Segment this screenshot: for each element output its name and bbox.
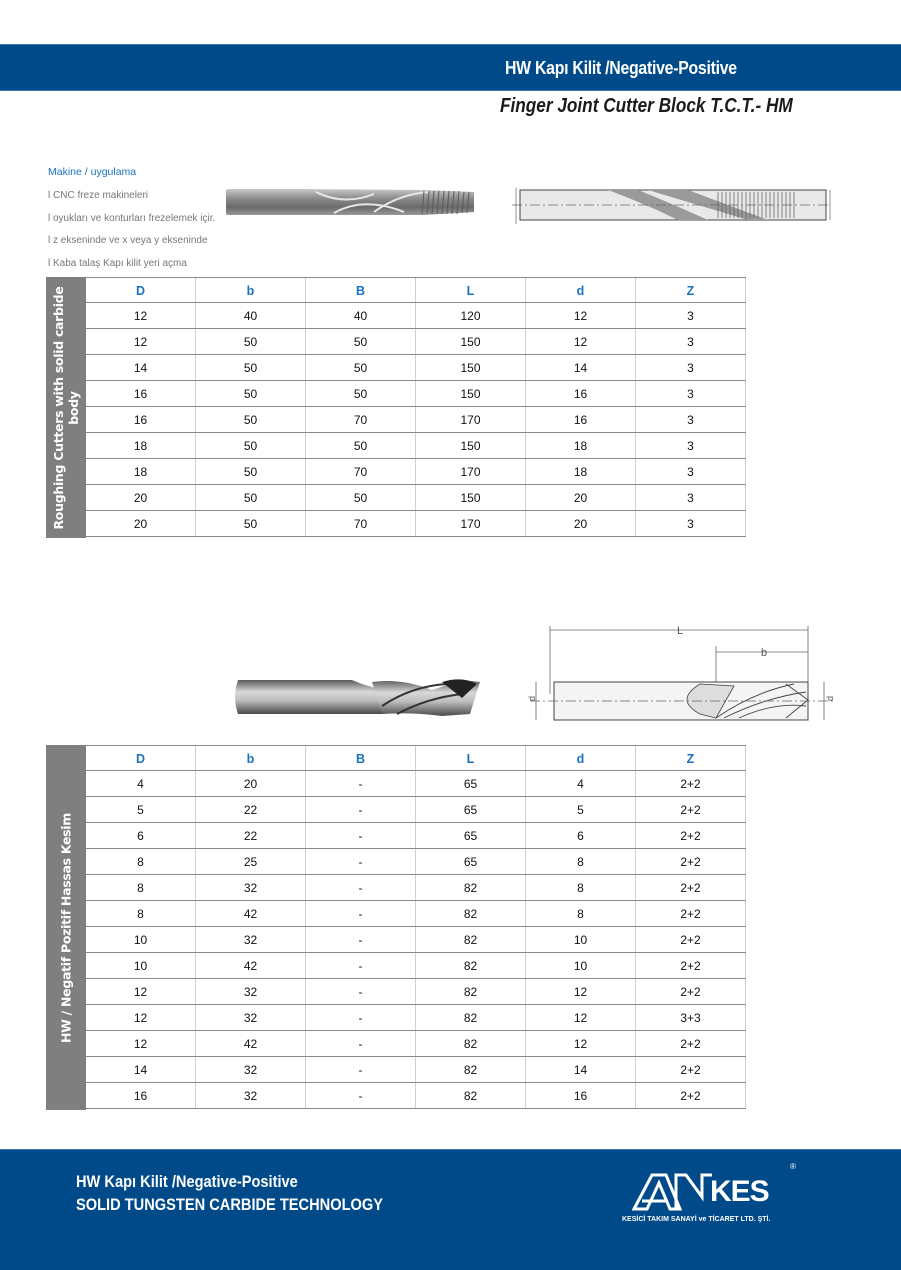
- table-cell: 32: [196, 1005, 306, 1030]
- table-row: [86, 433, 746, 459]
- table-cell: 2+2: [636, 1031, 746, 1056]
- table-cell: 65: [416, 849, 526, 874]
- table-cell: 82: [416, 1057, 526, 1082]
- table-cell: 10: [86, 927, 196, 952]
- table-row: [86, 1005, 746, 1031]
- table-row: [86, 303, 746, 329]
- column-header: B: [306, 278, 416, 302]
- side-label-line: body: [66, 390, 81, 425]
- table-cell: 3: [636, 355, 746, 380]
- table-cell: 8: [526, 901, 636, 926]
- table-row: [86, 511, 746, 537]
- table-cell: 170: [416, 459, 526, 484]
- table-row: [86, 901, 746, 927]
- table-cell: 16: [86, 381, 196, 406]
- table-cell: 82: [416, 953, 526, 978]
- table-row: [86, 953, 746, 979]
- table-cell: 150: [416, 355, 526, 380]
- column-header: Z: [636, 746, 746, 770]
- table-side-label: [46, 277, 86, 538]
- table-cell: 50: [196, 407, 306, 432]
- table-cell: 2+2: [636, 1083, 746, 1108]
- table-row: [86, 823, 746, 849]
- table-cell: 14: [526, 1057, 636, 1082]
- table-cell: -: [306, 927, 416, 952]
- table-cell: 14: [86, 1057, 196, 1082]
- table-cell: 150: [416, 485, 526, 510]
- application-list: [48, 166, 238, 280]
- table-cell: 20: [86, 485, 196, 510]
- table-cell: 18: [86, 433, 196, 458]
- table-row: [86, 927, 746, 953]
- table-cell: 82: [416, 1083, 526, 1108]
- registered-mark: ®: [790, 1162, 796, 1171]
- table-row: [86, 1057, 746, 1083]
- table-cell: 2+2: [636, 979, 746, 1004]
- table-cell: -: [306, 979, 416, 1004]
- table-cell: 12: [526, 1031, 636, 1056]
- table-cell: 8: [526, 849, 636, 874]
- column-header: L: [416, 746, 526, 770]
- table-cell: 16: [86, 407, 196, 432]
- table-row: [86, 485, 746, 511]
- page-title: HW Kapı Kilit /Negative-Positive: [505, 58, 737, 78]
- table-cell: 12: [526, 303, 636, 328]
- table-cell: -: [306, 875, 416, 900]
- table-row: [86, 459, 746, 485]
- table-cell: 12: [86, 1031, 196, 1056]
- table-row: [86, 1083, 746, 1109]
- table-row: [86, 797, 746, 823]
- dimension-label-b: b: [760, 647, 768, 659]
- table-cell: 42: [196, 1031, 306, 1056]
- table-cell: 32: [196, 979, 306, 1004]
- table-cell: -: [306, 849, 416, 874]
- table-cell: 50: [306, 355, 416, 380]
- table-cell: 18: [526, 433, 636, 458]
- table-cell: -: [306, 1031, 416, 1056]
- table-cell: 12: [526, 979, 636, 1004]
- table-cell: 8: [86, 875, 196, 900]
- table-row: [86, 849, 746, 875]
- table-cell: 150: [416, 329, 526, 354]
- table-cell: 82: [416, 1005, 526, 1030]
- table-cell: 40: [306, 303, 416, 328]
- table-cell: 3: [636, 329, 746, 354]
- table-header-row: [86, 277, 746, 303]
- table-cell: 5: [86, 797, 196, 822]
- table-cell: 82: [416, 901, 526, 926]
- table-cell: -: [306, 1005, 416, 1030]
- table-cell: 2+2: [636, 875, 746, 900]
- table-cell: 20: [196, 771, 306, 796]
- application-item: l CNC freze makineleri: [48, 190, 149, 201]
- roughing-cutter-drawing: [508, 180, 834, 230]
- table-cell: 12: [526, 329, 636, 354]
- table-cell: 20: [86, 511, 196, 536]
- column-header: d: [526, 746, 636, 770]
- table-row: [86, 381, 746, 407]
- table-cell: 2+2: [636, 927, 746, 952]
- table-row: [86, 1031, 746, 1057]
- table-row: [86, 329, 746, 355]
- table-cell: -: [306, 953, 416, 978]
- table-cell: 50: [306, 485, 416, 510]
- column-header: L: [416, 278, 526, 302]
- table-cell: 50: [196, 355, 306, 380]
- table-cell: 22: [196, 823, 306, 848]
- table-grid: [86, 745, 746, 1109]
- column-header: D: [86, 746, 196, 770]
- table-cell: 82: [416, 1031, 526, 1056]
- table-cell: 10: [526, 953, 636, 978]
- table-cell: 18: [86, 459, 196, 484]
- table-cell: 82: [416, 979, 526, 1004]
- application-heading: Makine / uygulama: [48, 166, 137, 178]
- table-cell: 4: [86, 771, 196, 796]
- table-cell: 150: [416, 433, 526, 458]
- table-cell: 70: [306, 511, 416, 536]
- application-item: l oyukları ve konturları frezelemek içir.: [48, 212, 216, 224]
- table-cell: 70: [306, 459, 416, 484]
- table-cell: 65: [416, 823, 526, 848]
- column-header: B: [306, 746, 416, 770]
- table-cell: -: [306, 771, 416, 796]
- dimension-label-L: L: [676, 625, 684, 637]
- table-cell: 50: [196, 329, 306, 354]
- application-item: l z ekseninde ve x veya y ekseninde: [48, 235, 208, 246]
- table-cell: 20: [526, 511, 636, 536]
- footer-subtitle: SOLID TUNGSTEN CARBIDE TECHNOLOGY: [76, 1195, 384, 1214]
- logo-an-mark: [632, 1171, 712, 1211]
- column-header: b: [196, 278, 306, 302]
- table-cell: 2+2: [636, 1057, 746, 1082]
- table-side-label: [46, 745, 86, 1110]
- table-cell: 16: [526, 381, 636, 406]
- table-row: [86, 875, 746, 901]
- dimension-label-d-right: d: [825, 695, 835, 701]
- table-cell: 65: [416, 771, 526, 796]
- table-cell: 6: [86, 823, 196, 848]
- table-cell: 12: [86, 1005, 196, 1030]
- table-cell: 32: [196, 1083, 306, 1108]
- table-cell: 3+3: [636, 1005, 746, 1030]
- table-cell: 4: [526, 771, 636, 796]
- compression-cutter-drawing: [524, 622, 838, 730]
- table-cell: 70: [306, 407, 416, 432]
- table-cell: 12: [86, 303, 196, 328]
- table-cell: 10: [526, 927, 636, 952]
- table-header-row: [86, 745, 746, 771]
- table-cell: 2+2: [636, 823, 746, 848]
- table-cell: 3: [636, 303, 746, 328]
- table-cell: 10: [86, 953, 196, 978]
- application-item: l Kaba talaş Kapı kilit yeri açma: [48, 257, 187, 269]
- table-cell: 2+2: [636, 953, 746, 978]
- table-cell: 65: [416, 797, 526, 822]
- table-cell: 42: [196, 953, 306, 978]
- table-cell: -: [306, 797, 416, 822]
- table-cell: 170: [416, 511, 526, 536]
- table-cell: 120: [416, 303, 526, 328]
- table-row: [86, 771, 746, 797]
- table-cell: 12: [86, 329, 196, 354]
- column-header: D: [86, 278, 196, 302]
- ankes-logo: [622, 1162, 802, 1225]
- table-cell: 3: [636, 459, 746, 484]
- table-cell: 50: [196, 485, 306, 510]
- roughing-cutter-photo: [224, 186, 476, 218]
- compression-cutter-photo: [232, 676, 482, 718]
- table-cell: 3: [636, 407, 746, 432]
- dimension-label-d-left: d: [527, 695, 537, 701]
- table-cell: 12: [526, 1005, 636, 1030]
- table-cell: 12: [86, 979, 196, 1004]
- table-cell: 3: [636, 511, 746, 536]
- table-cell: 6: [526, 823, 636, 848]
- table-row: [86, 355, 746, 381]
- table-cell: -: [306, 1057, 416, 1082]
- table-cell: 2+2: [636, 771, 746, 796]
- column-header: Z: [636, 278, 746, 302]
- table-cell: 32: [196, 875, 306, 900]
- table-cell: 32: [196, 1057, 306, 1082]
- table-cell: 8: [86, 849, 196, 874]
- table-cell: 32: [196, 927, 306, 952]
- table-cell: 82: [416, 875, 526, 900]
- table-cell: 42: [196, 901, 306, 926]
- table-cell: 50: [196, 511, 306, 536]
- column-header: b: [196, 746, 306, 770]
- table-cell: 25: [196, 849, 306, 874]
- table-cell: 150: [416, 381, 526, 406]
- header-band: [0, 44, 901, 91]
- table-cell: 3: [636, 433, 746, 458]
- logo-kes-text: KES: [710, 1175, 769, 1208]
- table-cell: 22: [196, 797, 306, 822]
- table-cell: 14: [526, 355, 636, 380]
- table-row: [86, 979, 746, 1005]
- table-cell: 2+2: [636, 901, 746, 926]
- table-cell: 16: [526, 1083, 636, 1108]
- table-cell: 3: [636, 485, 746, 510]
- footer-title: HW Kapı Kilit /Negative-Positive: [76, 1172, 298, 1191]
- table-cell: 3: [636, 381, 746, 406]
- table-cell: 18: [526, 459, 636, 484]
- table-cell: 170: [416, 407, 526, 432]
- table-cell: -: [306, 823, 416, 848]
- table-cell: 14: [86, 355, 196, 380]
- table-grid: [86, 277, 746, 537]
- table-cell: 50: [306, 329, 416, 354]
- table-cell: 50: [196, 459, 306, 484]
- table-cell: 50: [196, 433, 306, 458]
- table-cell: 40: [196, 303, 306, 328]
- table-cell: 50: [306, 433, 416, 458]
- table-cell: 82: [416, 927, 526, 952]
- column-header: d: [526, 278, 636, 302]
- side-label-text: HW / Negatif Pozitif Hassas Kesim: [58, 812, 74, 1043]
- table-cell: 2+2: [636, 797, 746, 822]
- table-cell: 16: [526, 407, 636, 432]
- table-cell: 5: [526, 797, 636, 822]
- table-cell: -: [306, 1083, 416, 1108]
- side-label-line: Roughing Cutters with solid carbide: [51, 285, 66, 530]
- table-cell: -: [306, 901, 416, 926]
- table-cell: 2+2: [636, 849, 746, 874]
- table-cell: 16: [86, 1083, 196, 1108]
- table-row: [86, 407, 746, 433]
- table-cell: 50: [196, 381, 306, 406]
- page-subtitle: Finger Joint Cutter Block T.C.T.- HM: [500, 95, 793, 117]
- table-cell: 50: [306, 381, 416, 406]
- table-cell: 20: [526, 485, 636, 510]
- table-cell: 8: [86, 901, 196, 926]
- logo-tagline: KESİCİ TAKIM SANAYİ ve TİCARET LTD. ŞTİ.: [622, 1216, 771, 1223]
- table-cell: 8: [526, 875, 636, 900]
